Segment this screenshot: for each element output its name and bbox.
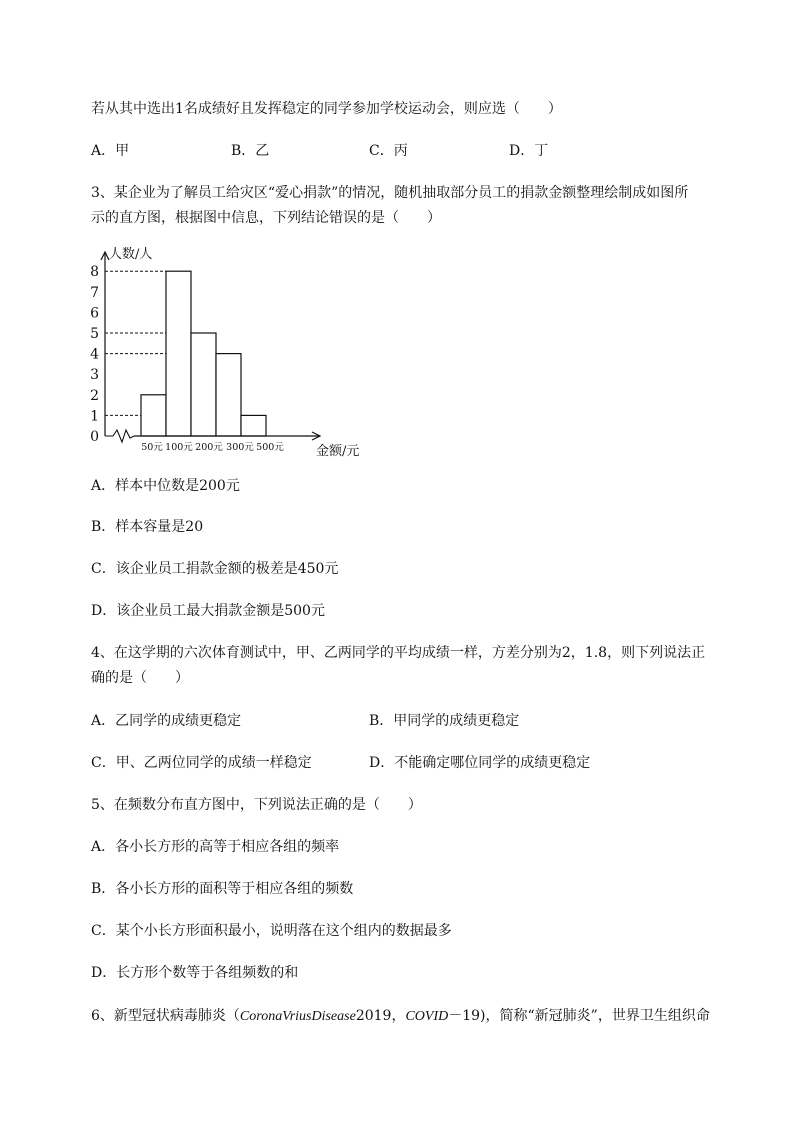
y-axis-title: 人数/人 [109,247,153,262]
y-tick-label-2: 2 [90,387,99,404]
bar-2 [191,333,216,436]
q4-option-d[interactable]: D．不能确定哪位同学的成绩更稳定 [369,755,591,771]
bar-4 [241,415,266,436]
q3-option-a[interactable]: A．样本中位数是200元 [91,478,240,494]
q3-stem-line1: 3、某企业为了解员工给灾区“爱心捐款”的情况，随机抽取部分员工的捐款金额整理绘制成如图所 [91,185,689,201]
q3-stem-line2: 示的直方图，根据图中信息，下列结论错误的是（ ） [91,210,441,226]
q5-option-d[interactable]: D．长方形个数等于各组频数的和 [91,965,299,981]
q6-italic-covid: COVID [405,1009,449,1024]
q6-mid2: －19)，简称“新冠肺炎”，世界卫生组织命 [448,1008,710,1024]
bar-3 [216,354,241,436]
q4-stem-line1: 4、在这学期的六次体育测试中，甲、乙两同学的平均成绩一样，方差分别为2，1.8，则下列说法正 [91,645,706,661]
y-tick-label-3: 3 [90,367,99,384]
q4-option-b[interactable]: B．甲同学的成绩更稳定 [369,713,520,729]
q2-option-a[interactable]: A．甲 [91,143,130,159]
q2-option-d[interactable]: D．丁 [509,143,549,159]
q6-mid1: 2019， [355,1008,406,1024]
q3-option-b[interactable]: B．样本容量是20 [91,519,204,535]
x-tick-label-3: 300元 [226,442,254,453]
bar-1 [166,271,191,436]
q4-option-a[interactable]: A．乙同学的成绩更稳定 [91,713,242,729]
y-tick-label-0: 0 [90,429,99,445]
q6-stem [91,1006,710,1027]
q5-option-b[interactable]: B．各小长方形的面积等于相应各组的频数 [91,881,354,897]
y-tick-label-1: 1 [90,408,99,425]
histogram-chart [88,242,378,462]
q4-stem-line2: 确的是（ ） [91,670,189,686]
x-axis-title: 金额/元 [316,444,360,459]
y-tick-label-6: 6 [90,305,99,322]
y-tick-label-8: 8 [90,264,99,281]
q5-option-a[interactable]: A．各小长方形的高等于相应各组的频率 [91,839,340,855]
y-tick-label-7: 7 [90,284,99,301]
q5-stem: 5、在频数分布直方图中，下列说法正确的是（ ） [91,797,422,813]
y-tick-label-5: 5 [90,326,99,342]
q6-italic-disease: CoronaVriusDisease [239,1009,356,1024]
y-tick-label-4: 4 [90,346,99,363]
x-tick-label-0: 50元 [141,442,163,453]
q4-option-c[interactable]: C．甲、乙两位同学的成绩一样稳定 [91,755,312,771]
bar-0 [141,395,166,436]
q3-option-d[interactable]: D．该企业员工最大捐款金额是500元 [91,603,325,619]
x-tick-label-1: 100元 [165,442,193,453]
q6-prefix: 6、新型冠状病毒肺炎（ [91,1008,240,1024]
q2-option-c[interactable]: C．丙 [369,143,408,159]
x-tick-label-2: 200元 [195,442,223,453]
q2-stem: 若从其中选出1名成绩好且发挥稳定的同学参加学校运动会，则应选（ ） [91,101,562,117]
q2-option-b[interactable]: B．乙 [231,143,270,159]
x-tick-label-4: 500元 [256,442,284,453]
q5-option-c[interactable]: C．某个小长方形面积最小，说明落在这个组内的数据最多 [91,923,452,939]
q3-option-c[interactable]: C．该企业员工捐款金额的极差是450元 [91,561,339,577]
axis-break-zigzag [105,430,134,442]
